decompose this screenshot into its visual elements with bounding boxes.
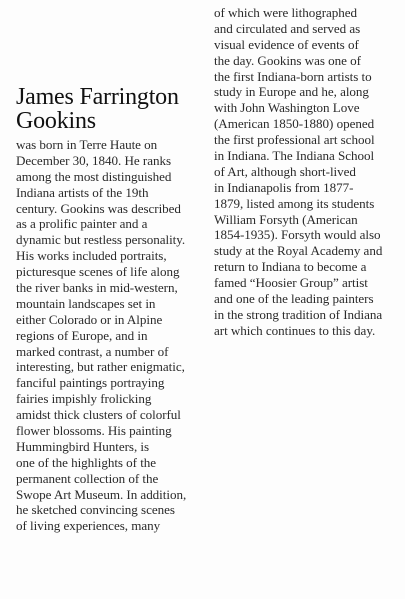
left-column-line: picturesque scenes of life along	[16, 264, 180, 280]
right-column-line: in the strong tradition of Indiana	[214, 306, 383, 322]
right-column-line: visual evidence of events of	[214, 36, 359, 52]
left-column-line: regions of Europe, and in	[16, 327, 148, 343]
right-column-line: 1879, listed among its students	[214, 195, 375, 211]
left-column-line: Indiana artists of the 19th	[16, 184, 149, 200]
left-column-line: amidst thick clusters of colorful	[16, 407, 181, 423]
right-column-line: the first Indiana-born artists to	[214, 68, 372, 84]
left-column-line: flower blossoms. His painting	[16, 423, 172, 439]
left-column-line: His works included portraits,	[16, 248, 167, 264]
left-column-line: was born in Terre Haute on	[16, 137, 158, 152]
left-column-line: fairies impishly frolicking	[16, 391, 152, 407]
right-column-line: 1854-1935). Forsyth would also	[214, 227, 381, 243]
right-column-line: and circulated and served as	[214, 20, 361, 36]
left-column-line: among the most distinguished	[16, 168, 172, 184]
right-column-line: in Indiana. The Indiana School	[214, 148, 375, 164]
left-column-line: Hummingbird Hunters, is	[16, 438, 150, 454]
right-column-line: (American 1850-1880) opened	[214, 116, 375, 132]
left-column-line: mountain landscapes set in	[16, 295, 156, 311]
right-column-line: with John Washington Love	[214, 100, 360, 116]
left-column-line: either Colorado or in Alpine	[16, 311, 163, 327]
left-column-line: permanent collection of the	[16, 470, 159, 486]
left-column-line: he sketched convincing scenes	[16, 502, 175, 518]
right-column-line: study in Europe and he, along	[214, 84, 369, 100]
left-column-line: fanciful paintings portraying	[16, 375, 165, 391]
right-column-line: the day. Gookins was one of	[214, 52, 361, 68]
left-column-line: of living experiences, many	[16, 518, 161, 534]
left-column-line: century. Gookins was described	[16, 200, 181, 216]
left-column-line: Swope Art Museum. In addition,	[16, 486, 187, 502]
left-column-line: interesting, but rather enigmatic,	[16, 359, 185, 375]
left-column-line: dynamic but restless personality.	[16, 232, 186, 248]
right-column-line: and one of the leading painters	[214, 291, 374, 307]
article-title-line-2: Gookins	[16, 108, 96, 134]
right-column-line: famed “Hoosier Group” artist	[214, 275, 368, 291]
right-column-line: of Art, although short-lived	[214, 163, 356, 179]
left-column-line: the river banks in mid-western,	[16, 280, 178, 296]
right-column-line: of which were lithographed	[214, 5, 358, 20]
right-column-line: study at the Royal Academy and	[214, 243, 383, 259]
right-column-text	[214, 5, 382, 339]
left-column-line: marked contrast, a number of	[16, 343, 169, 359]
right-column-line: in Indianapolis from 1877-	[214, 179, 354, 195]
right-column-line: William Forsyth (American	[214, 211, 358, 227]
right-column-line: return to Indiana to become a	[214, 259, 367, 275]
left-column-line: December 30, 1840. He ranks	[16, 152, 171, 168]
right-column-line: art which continues to this day.	[214, 322, 376, 338]
right-column-line: the first professional art school	[214, 132, 375, 148]
article-title	[16, 85, 206, 133]
left-column-line: as a prolific painter and a	[16, 216, 148, 232]
article-title-line-1: James Farrington	[16, 84, 179, 110]
left-column-text	[16, 137, 186, 534]
left-column-line: one of the highlights of the	[16, 454, 157, 470]
